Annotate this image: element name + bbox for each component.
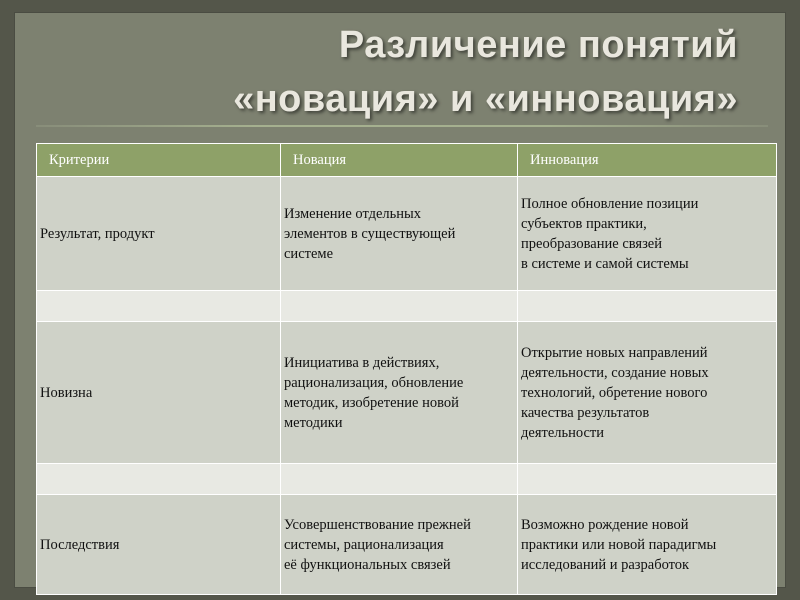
cell-line: Полное обновление позиции — [521, 195, 699, 212]
header-criteria: Критерии — [37, 144, 281, 177]
cell-line: исследований и разработок — [521, 556, 690, 573]
cell-line: в системе и самой системы — [521, 255, 689, 272]
cell-line: рационализация, обновление — [284, 374, 464, 391]
title-line-2: «новация» и «инновация» — [233, 78, 738, 120]
empty-cell — [518, 464, 777, 495]
header-innovation: Инновация — [518, 144, 777, 177]
criterion-cell: Новизна — [37, 322, 281, 464]
criterion-cell: Результат, продукт — [37, 177, 281, 291]
slide — [14, 12, 786, 588]
innovation-cell — [518, 322, 777, 464]
innovation-cell — [518, 177, 777, 291]
table-row — [37, 322, 777, 464]
table-spacer-row — [37, 464, 777, 495]
title-divider — [36, 125, 768, 127]
cell-line: Изменение отдельных — [284, 205, 421, 222]
novation-cell — [281, 495, 518, 595]
cell-line: Открытие новых направлений — [521, 344, 708, 361]
cell-line: качества результатов — [521, 404, 650, 421]
cell-line: Усовершенствование прежней — [284, 516, 471, 533]
table-row — [37, 177, 777, 291]
cell-line: Инициатива в действиях, — [284, 354, 440, 371]
innovation-cell — [518, 495, 777, 595]
empty-cell — [37, 291, 281, 322]
table-header-row — [37, 144, 777, 177]
table-spacer-row — [37, 291, 777, 322]
cell-line: Возможно рождение новой — [521, 516, 689, 533]
cell-line: элементов в существующей — [284, 225, 456, 242]
cell-line: преобразование связей — [521, 235, 663, 252]
cell-line: методики — [284, 414, 343, 431]
cell-line: технологий, обретение нового — [521, 384, 708, 401]
slide-title — [233, 18, 738, 126]
criterion-cell: Последствия — [37, 495, 281, 595]
cell-line: её функциональных связей — [284, 556, 451, 573]
cell-line: системы, рационализация — [284, 536, 444, 553]
table-row — [37, 495, 777, 595]
cell-line: практики или новой парадигмы — [521, 536, 717, 553]
empty-cell — [518, 291, 777, 322]
cell-line: деятельности, создание новых — [521, 364, 709, 381]
cell-line: субъектов практики, — [521, 215, 647, 232]
header-novation: Новация — [281, 144, 518, 177]
cell-line: методик, изобретение новой — [284, 394, 459, 411]
novation-cell — [281, 322, 518, 464]
empty-cell — [281, 291, 518, 322]
empty-cell — [281, 464, 518, 495]
title-line-1: Различение понятий — [338, 24, 738, 66]
novation-cell — [281, 177, 518, 291]
comparison-table — [36, 143, 777, 595]
cell-line: деятельности — [521, 424, 605, 441]
empty-cell — [37, 464, 281, 495]
cell-line: системе — [284, 245, 334, 262]
